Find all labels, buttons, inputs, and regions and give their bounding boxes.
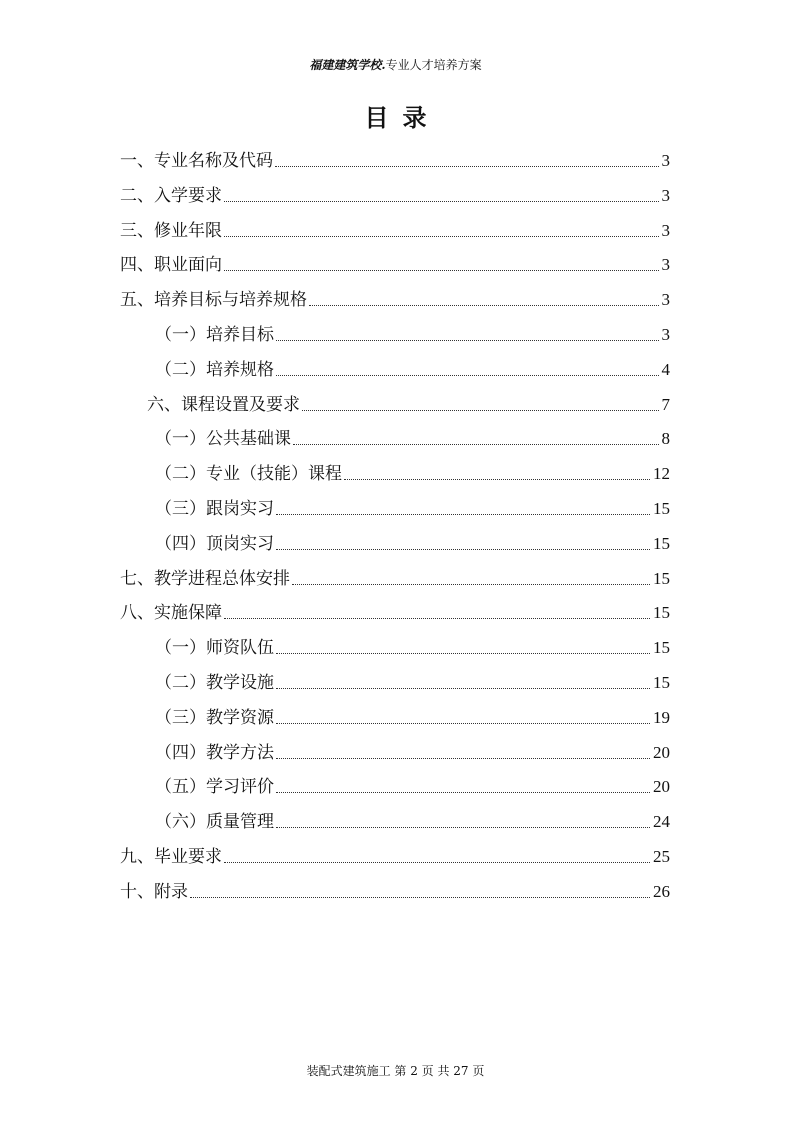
toc-entry-label: （三）跟岗实习 [155,499,274,519]
header-plan-name: 专业人才培养方案 [385,58,482,72]
toc-entry[interactable] [155,629,670,659]
toc-entry-label: 四、职业面向 [120,255,222,276]
toc-entry-page: 3 [661,220,670,240]
toc-entry-page: 3 [661,255,670,275]
toc-entry[interactable] [155,803,670,833]
toc-entry-page: 20 [653,742,670,762]
toc-leader-dots [309,305,659,306]
toc-entry-page: 15 [653,673,670,692]
toc-entry[interactable] [155,525,670,555]
toc-entry-label: 七、教学进程总体安排 [120,568,290,589]
toc-entry[interactable] [155,455,670,485]
toc-leader-dots [276,549,650,550]
toc-leader-dots [224,201,659,202]
toc-entry-label: 三、修业年限 [120,220,222,241]
toc-entry-page: 15 [653,568,670,588]
toc-entry-page: 12 [653,464,670,484]
toc-entry-label: 九、毕业要求 [120,847,222,867]
toc-entry-label: 五、培养目标与培养规格 [120,290,307,311]
toc-entry[interactable] [120,246,670,276]
toc-entry-label: （四）顶岗实习 [155,533,274,554]
toc-entry[interactable] [120,838,670,868]
toc-leader-dots [190,897,650,898]
toc-entry-page: 4 [661,359,670,379]
toc-entry-page: 15 [653,603,670,623]
toc-leader-dots [276,827,650,828]
toc-entry-label: （一）公共基础课 [155,429,291,450]
toc-leader-dots [276,514,650,515]
toc-entry[interactable] [155,351,670,381]
toc-entry-label: 八、实施保障 [120,603,222,624]
page-header [0,56,791,73]
toc-entry-page: 3 [661,151,670,170]
toc-leader-dots [224,236,659,237]
toc-entry-page: 19 [653,707,670,727]
toc-leader-dots [302,410,659,411]
page-footer: 装配式建筑施工 第 2 页 共 27 页 [306,1064,485,1078]
toc-entry-page: 8 [661,429,670,449]
toc-leader-dots [292,584,650,585]
toc-entry-label: 十、附录 [120,881,188,902]
toc-entry-label: （五）学习评价 [155,777,274,798]
toc-entry[interactable] [120,212,670,242]
toc-entry-page: 15 [653,499,670,518]
toc-entry-label: （三）教学资源 [155,707,274,728]
toc-entry[interactable] [155,768,670,798]
toc-leader-dots [276,340,659,341]
toc-entry[interactable] [155,490,670,520]
toc-entry-label: （二）专业（技能）课程 [155,464,342,485]
toc-entry-label: （四）教学方法 [155,742,274,763]
toc-leader-dots [276,688,650,689]
toc-entry[interactable] [120,142,670,172]
toc-entry[interactable] [120,177,670,207]
toc-entry-page: 26 [653,881,670,901]
toc-entry-label: 二、入学要求 [120,185,222,206]
toc-entry-label: （二）培养规格 [155,359,274,380]
toc-leader-dots [276,375,659,376]
toc-leader-dots [224,862,650,863]
toc-entry-label: （一）师资队伍 [155,638,274,659]
toc-entry-label: （二）教学设施 [155,673,274,693]
toc-leader-dots [224,270,659,271]
toc-entry-page: 15 [653,533,670,553]
toc-entry[interactable] [155,316,670,346]
toc-entry-label: 六、课程设置及要求 [147,394,300,415]
toc-title: 目录 [364,104,441,132]
toc-entry-page: 15 [653,638,670,658]
toc-entry-label: （一）培养目标 [155,325,274,345]
toc-entry[interactable] [120,560,670,590]
toc-entry[interactable] [120,873,670,903]
toc-entry-page: 3 [661,325,670,344]
toc-entry[interactable] [155,699,670,729]
toc-leader-dots [293,444,659,445]
toc-entry[interactable] [155,664,670,694]
toc-entry-page: 7 [661,394,670,414]
toc-entry-page: 25 [653,847,670,866]
toc-leader-dots [276,653,650,654]
toc-entry[interactable] [147,386,670,416]
toc-entry[interactable] [155,734,670,764]
toc-entry-page: 3 [661,185,670,205]
toc-leader-dots [276,723,650,724]
toc-entry-label: 一、专业名称及代码 [120,151,273,171]
toc-leader-dots [275,166,659,167]
toc-leader-dots [276,792,650,793]
toc-leader-dots [276,758,650,759]
header-school-name: 福建建筑学校. [309,58,386,72]
toc-entry-label: （六）质量管理 [155,812,274,833]
toc-entry[interactable] [120,281,670,311]
toc-entry[interactable] [155,420,670,450]
toc-leader-dots [224,618,650,619]
toc-entry-page: 3 [661,290,670,310]
toc-leader-dots [344,479,650,480]
toc-entry-page: 20 [653,777,670,797]
toc-entry[interactable] [120,594,670,624]
toc-entry-page: 24 [653,812,670,832]
